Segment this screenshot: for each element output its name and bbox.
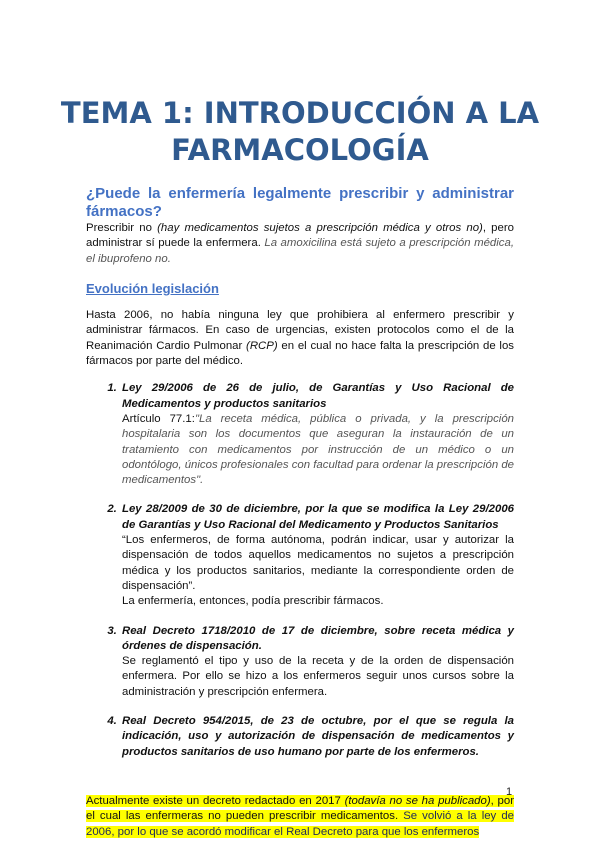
question-paragraph <box>86 221 514 267</box>
list-item <box>120 714 514 760</box>
text: Artículo 77.1: <box>122 412 195 425</box>
law-title: 1. Ley 29/2006 de 26 de julio, de Garantías y Uso Racional de Medicamentos y productos sanitarios <box>122 382 514 410</box>
text: en el cual no hace falta la prescripción de los fármacos por parte del médico. <box>86 339 514 368</box>
text: Prescribir no <box>86 222 158 234</box>
intro-paragraph <box>86 308 514 369</box>
italic-text: (RCP) <box>246 339 278 352</box>
question-heading: ¿Puede la enfermería legalmente prescribir y administrar fármacos? <box>86 185 514 220</box>
list-item <box>120 381 514 488</box>
text: , pero administrar sí puede la enfermera. <box>86 222 514 250</box>
page-title <box>60 95 540 169</box>
page-number: 1 <box>506 786 513 798</box>
quote: "La receta médica, pública o privada, y la prescripción hospitalaria son los documentos que aseguran la instauración de un tratamiento con medicamentos por instrucción de un médico o un odontólogo, únicos profesionales con facultad para ordenar la prescripción de medicamentos". <box>122 412 514 487</box>
title-line-1: TEMA 1: INTRODUCCIÓN A LA <box>60 96 540 130</box>
highlighted-text-navy: Se volvió a la ley de 2006, por lo que se acordó modificar el Real Decreto para que los enfermeros <box>86 810 514 838</box>
highlighted-italic: (todavía no se ha publicado) <box>344 794 491 807</box>
list-item <box>120 624 514 700</box>
final-paragraph <box>86 794 514 840</box>
law-extra: La enfermería, entonces, podía prescribir fármacos. <box>122 595 384 608</box>
note-text: La amoxicilina está sujeto a prescripción médica, el ibuprofeno no. <box>86 237 514 265</box>
highlighted-text: , por el cual las enfermeras no pueden prescribir medicamentos. <box>86 794 515 823</box>
law-title: 2. Ley 28/2009 de 30 de diciembre, por la que se modifica la Ley 29/2006 de Garantías y Uso Racional del Medicamento y Productos Sanitarios <box>122 503 514 531</box>
title-line-2: FARMACOLOGÍA <box>171 133 429 167</box>
section-heading: Evolución legislación <box>86 280 219 296</box>
text: Hasta 2006, no había ninguna ley que prohibiera al enfermero prescribir y administrar fármacos. En caso de urgencias, existen protocolos como el de la Reanimación Cardio Pulmonar <box>86 309 514 352</box>
law-body <box>122 412 514 488</box>
list-item <box>120 502 514 609</box>
law-title: 3. Real Decreto 1718/2010 de 17 de diciembre, sobre receta médica y órdenes de dispensación. <box>122 624 514 652</box>
law-title: 4. Real Decreto 954/2015, de 23 de octubre, por el que se regula la indicación, uso y autorización de dispensación de medicamentos y productos sanitarios de uso humano por parte de los enfermeros. <box>122 715 514 758</box>
highlighted-text: Actualmente existe un decreto redactado en 2017 <box>86 794 345 807</box>
law-body: “Los enfermeros, de forma autónoma, podrán indicar, usar y autorizar la dispensación de todos aquellos medicamentos no sujetos a prescripción médica y los productos sanitarios, mediante la correspondiente orden de dispensación”. <box>122 534 514 592</box>
law-list <box>86 381 514 760</box>
document-body <box>86 185 514 840</box>
italic-text: (hay medicamentos sujetos a prescripción médica y otros no) <box>157 222 483 234</box>
law-body: Se reglamentó el tipo y uso de la receta y de la orden de dispensación enfermera. Por ello se hizo a los enfermeros seguir unos cursos sobre la administración y prescripción enfermera. <box>122 655 514 698</box>
